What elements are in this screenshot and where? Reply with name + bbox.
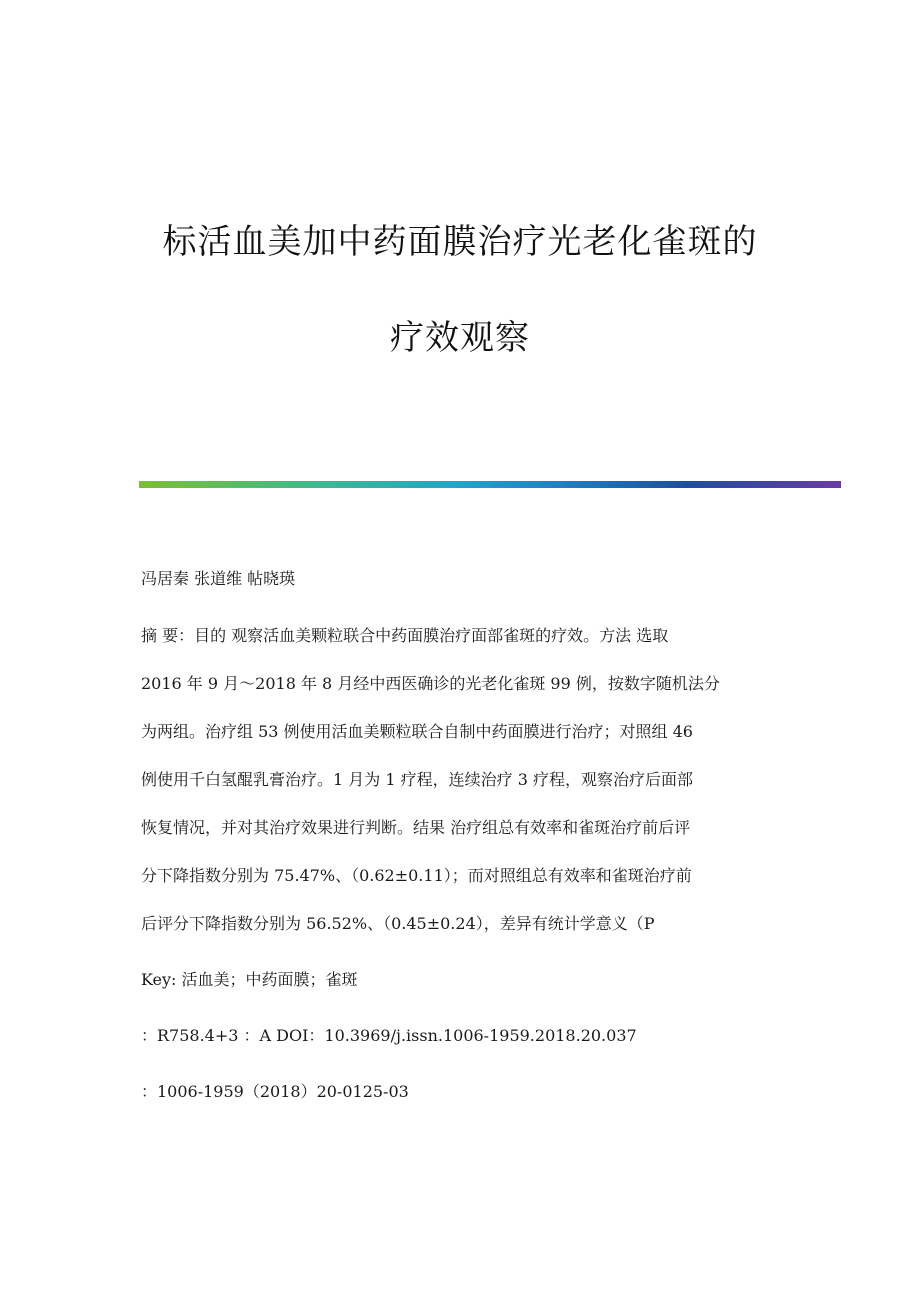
abstract-line: 分下降指数分别为 75.47%、（0.62±0.11）；而对照组总有效率和雀斑治疗前	[141, 866, 692, 885]
paper-title-line-1: 标活血美加中药面膜治疗光老化雀斑的	[162, 222, 758, 262]
abstract-line: 后评分下降指数分别为 56.52%、（0.45±0.24），差异有统计学意义（P	[141, 914, 655, 933]
article-number: ：1006-1959（2018）20-0125-03	[141, 1082, 409, 1101]
abstract-line: 恢复情况，并对其治疗效果进行判断。结果 治疗组总有效率和雀斑治疗前后评	[141, 818, 691, 837]
authors: 冯居秦 张道维 帖晓瑛	[141, 569, 296, 588]
abstract-line: 为两组。治疗组 53 例使用活血美颗粒联合自制中药面膜进行治疗；对照组 46	[141, 722, 693, 741]
title-divider	[139, 481, 841, 488]
paper-title-line-2: 疗效观察	[390, 318, 530, 358]
keywords: Key: 活血美；中药面膜；雀斑	[141, 970, 358, 989]
abstract-line: 2016 年 9 月～2018 年 8 月经中西医确诊的光老化雀斑 99 例，按数字随机法分	[141, 674, 720, 693]
abstract-line: 摘 要：目的 观察活血美颗粒联合中药面膜治疗面部雀斑的疗效。方法 选取	[141, 626, 669, 645]
classification-doi: ：R758.4+3 ：A DOI：10.3969/j.issn.1006-1959.2018.20.037	[141, 1026, 637, 1045]
abstract-line: 例使用千白氢醌乳膏治疗。1 月为 1 疗程，连续治疗 3 疗程，观察治疗后面部	[141, 770, 693, 789]
